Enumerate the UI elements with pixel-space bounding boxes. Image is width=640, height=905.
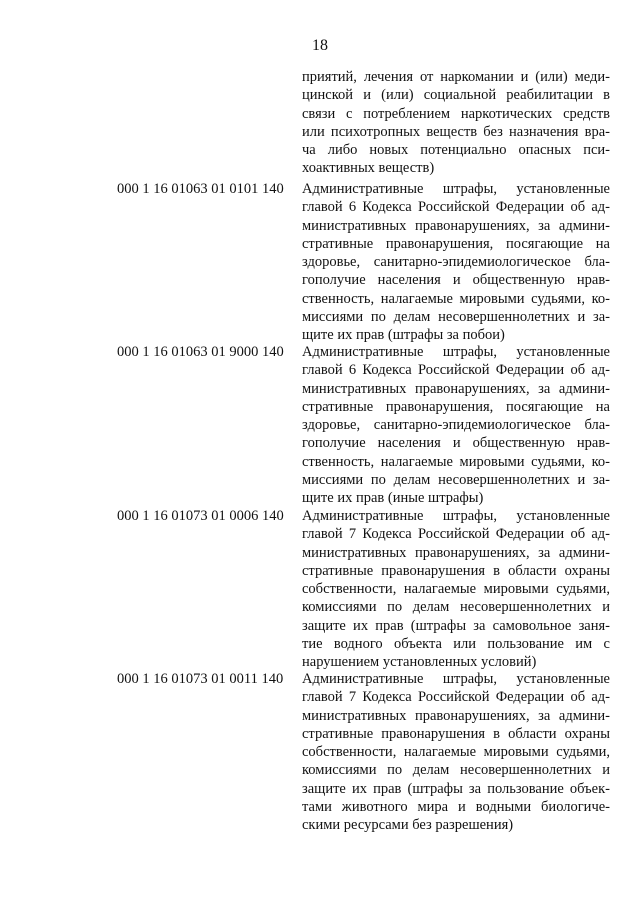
text-line: комиссиями по делам несовершеннолетних и (302, 762, 610, 779)
text-line: защите их прав (штрафы за самовольное заня- (302, 617, 610, 634)
text-line: здоровье, санитарно-эпидемиологическое бла- (302, 254, 610, 271)
text-line: министративных правонарушениях, за админи- (302, 217, 610, 234)
text-line: главой 6 Кодекса Российской Федерации об ад- (302, 362, 610, 379)
text-line: стративные правонарушения в области охраны (302, 562, 610, 579)
text-line: ственность, налагаемые мировыми судьями, ко- (302, 290, 610, 307)
text-line: хоактивных веществ) (302, 160, 435, 177)
text-line: Административные штрафы, установленные (302, 508, 610, 524)
text-line: скими ресурсами без разрешения) (302, 817, 514, 834)
text-line: ственность, налагаемые мировыми судьями, ко- (302, 453, 610, 470)
text-line: цинской и (или) социальной реабилитации в (302, 87, 610, 104)
text-line: собственности, налагаемые мировыми судьями, (302, 581, 610, 598)
text-line: министративных правонарушениях, за админи- (302, 707, 610, 724)
text-line: собственности, налагаемые мировыми судьями, (302, 744, 610, 761)
text-line: щите их прав (штрафы за побои) (302, 327, 505, 344)
budget-code: 000 1 16 01073 01 0011 140 (117, 671, 284, 687)
text-line: гополучие населения и общественную нрав- (302, 272, 610, 289)
text-line: главой 6 Кодекса Российской Федерации об ад- (302, 199, 610, 216)
text-line: миссиями по делам несовершеннолетних и за- (302, 472, 610, 489)
text-line: гополучие населения и общественную нрав- (302, 435, 610, 452)
text-line: связи с потреблением наркотических средств (302, 105, 610, 122)
text-line: миссиями по делам несовершеннолетних и за- (302, 309, 610, 326)
text-line: защите их прав (штрафы за пользование объек- (302, 780, 610, 797)
text-line: главой 7 Кодекса Российской Федерации об ад- (302, 526, 610, 543)
text-line: здоровье, санитарно-эпидемиологическое бла- (302, 417, 610, 434)
text-line: стративные правонарушения в области охраны (302, 725, 610, 742)
text-line: министративных правонарушениях, за админи- (302, 544, 610, 561)
budget-code: 000 1 16 01063 01 9000 140 (117, 344, 284, 360)
text-line: ча либо новых потенциально опасных пси- (302, 142, 610, 159)
text-line: министративных правонарушениях, за админи- (302, 380, 610, 397)
text-line: тами животного мира и водными биологиче- (302, 799, 610, 816)
text-line: Административные штрафы, установленные (302, 181, 610, 197)
text-line: стративные правонарушения, посягающие на (302, 398, 610, 415)
text-line: стративные правонарушения, посягающие на (302, 235, 610, 252)
text-line: главой 7 Кодекса Российской Федерации об ад- (302, 689, 610, 706)
entry-description (302, 507, 610, 672)
text-line: комиссиями по делам несовершеннолетних и (302, 599, 610, 616)
text-line: тие водного объекта или пользование им с (302, 636, 610, 653)
page-number: 18 (312, 37, 328, 54)
text-line: Административные штрафы, установленные (302, 671, 610, 687)
continuation-text (302, 68, 610, 178)
text-line: Административные штрафы, установленные (302, 344, 610, 360)
budget-code: 000 1 16 01063 01 0101 140 (117, 181, 284, 197)
entry-description (302, 180, 610, 345)
budget-code: 000 1 16 01073 01 0006 140 (117, 508, 284, 524)
entry-description (302, 670, 610, 835)
text-line: щите их прав (иные штрафы) (302, 490, 484, 507)
text-line: приятий, лечения от наркомании и (или) меди- (302, 69, 610, 85)
text-line: или психотропных веществ без назначения вра- (302, 123, 610, 140)
text-line: нарушением установленных условий) (302, 654, 537, 671)
entry-description (302, 343, 610, 508)
